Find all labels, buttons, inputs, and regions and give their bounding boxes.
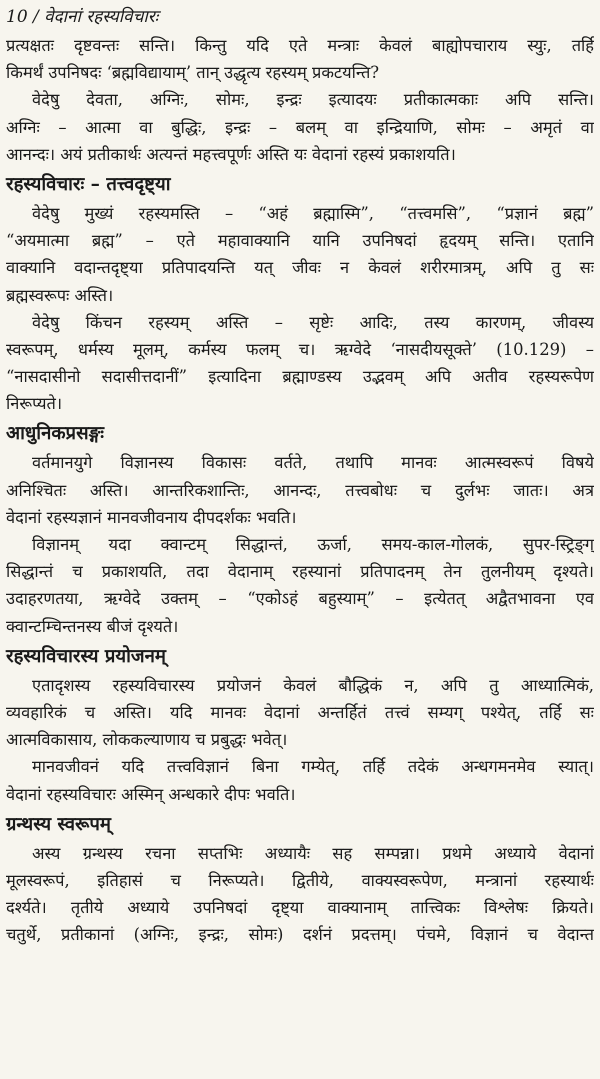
text-line: निरूप्यते।: [6, 394, 63, 414]
text-line: सिद्धान्तं च प्रकाशयति, तदा वेदानाम् रहस्यानां प्रतिपादनम् तेन तुलनीयम् दृश्यते।: [6, 562, 594, 582]
running-header: 10 / वेदानां रहस्यविचारः: [6, 7, 159, 27]
text-line: वर्तमानयुगे विज्ञानस्य विकासः वर्तते, तथापि मानवः आत्मस्वरूपं विषये: [32, 453, 594, 473]
text-line: मानवजीवनं यदि तत्त्वविज्ञानं बिना गम्येत्, तर्हि तदेकं अन्धगमनमेव स्यात्।: [32, 757, 594, 777]
section-heading: आधुनिकप्रसङ्गः: [6, 423, 105, 445]
text-line: दर्श्यते। तृतीये अध्याये उपनिषदां दृष्ट्या वाक्यानाम् तात्त्विकः विश्लेषः क्रियते।: [6, 898, 594, 918]
section-heading: रहस्यविचारस्य प्रयोजनम्: [6, 645, 166, 667]
text-line: मूलस्वरूपं, इतिहासं च निरूप्यते। द्वितीये, वाक्यस्वरूपेण, मन्त्रानां रहस्यार्थः: [6, 870, 594, 890]
text-line: वेदेषु किंचन रहस्यम् अस्ति – सृष्टेः आदिः, तस्य कारणम्, जीवस्य: [32, 312, 594, 332]
text-line: आत्मविकासाय, लोककल्याणाय च प्रबुद्धः भवेत्।: [6, 730, 288, 750]
text-line: व्यवहारिकं च अस्ति। यदि मानवः वेदानां अन्तर्हितं तत्त्वं सम्यग् पश्येत्, तर्हि सः: [6, 702, 594, 722]
text-line: वाक्यानि वदान्तदृष्ट्या प्रतिपादयन्ति यत् जीवः न केवलं शरीरमात्रम्, अपि तु सः: [6, 258, 594, 278]
text-line: आनन्दः। अयं प्रतीकार्थः अत्यन्तं महत्त्वपूर्णः अस्ति यः वेदानां रहस्यं प्रकाशयति।: [6, 144, 456, 164]
text-line: प्रत्यक्षतः दृष्टवन्तः सन्ति। किन्तु यदि एते मन्त्राः केवलं बाह्योपचाराय स्युः, तर्हि: [6, 36, 594, 55]
text-line: वेदेषु मुख्यं रहस्यमस्ति – “अहं ब्रह्मास्मि”, “तत्त्वमसि”, “प्रज्ञानं ब्रह्म”: [32, 203, 594, 223]
text-line: एतादृशस्य रहस्यविचारस्य प्रयोजनं केवलं बौद्धिकं न, अपि तु आध्यात्मिकं,: [32, 675, 594, 695]
text-line: विज्ञानम् यदा क्वान्टम् सिद्धान्तं, ऊर्जा, समय-काल-गोलकं, सुपर-स्ट्रिङ्ग्: [32, 535, 594, 554]
text-line: अनिश्चितः अस्ति। आन्तरिकशान्तिः, आनन्दः, तत्त्वबोधः च दुर्लभः जातः। अत्र: [6, 480, 594, 500]
text-line: किमर्थं उपनिषदः ‘ब्रह्मविद्यायाम्’ तान् उद्धृत्य रहस्यम् प्रकटयन्ति?: [6, 63, 380, 83]
text-line: उदाहरणतया, ऋग्वेदे उक्तम् – “एकोऽहं बहुस्याम्” – इत्येतत् अद्वैतभावना एव: [6, 589, 594, 609]
section-heading: ग्रन्थस्य स्वरूपम्: [6, 813, 111, 835]
text-line: अस्य ग्रन्थस्य रचना सप्तभिः अध्यायैः सह सम्पन्ना। प्रथमे अध्याये वेदानां: [32, 843, 594, 863]
text-line: क्वान्टम्चिन्तनस्य बीजं दृश्यते।: [6, 616, 179, 636]
text-line: वेदेषु देवता, अग्निः, सोमः, इन्द्रः इत्यादयः प्रतीकात्मकाः अपि सन्ति।: [32, 90, 594, 110]
text-line: “नासदासीनो सदासीत्तदानीं” इत्यादिना ब्रह्माण्डस्य उद्भवम् अपि अतीव रहस्यरूपेण: [6, 367, 594, 387]
text-line: ब्रह्मस्वरूपः अस्ति।: [6, 285, 114, 305]
text-line: वेदानां रहस्यविचारः अस्मिन् अन्धकारे दीपः भवति।: [6, 784, 296, 804]
page-body: [6, 32, 594, 948]
text-line: वेदानां रहस्यज्ञानं मानवजीवनाय दीपदर्शकः भवति।: [6, 507, 297, 527]
text-line: स्वरूपम्, धर्मस्य मूलम्, कर्मस्य फलम् च। ऋग्वेदे ‘नासदीयसूक्ते’ (10.129) –: [6, 339, 594, 359]
section-heading: रहस्यविचारः – तत्त्वदृष्ट्या: [6, 173, 171, 195]
text-line: “अयमात्मा ब्रह्म” – एते महावाक्यानि यानि उपनिषदां हृदयम् सन्ति। एतानि: [6, 231, 594, 251]
text-line: चतुर्थे, प्रतीकानां (अग्निः, इन्द्रः, सोमः) दर्शनं प्रदत्तम्। पंचमे, विज्ञानं च वेदान्त: [6, 925, 594, 945]
text-line: अग्निः – आत्मा वा बुद्धिः, इन्द्रः – बलम् वा इन्द्रियाणि, सोमः – अमृतं वा: [6, 117, 594, 137]
